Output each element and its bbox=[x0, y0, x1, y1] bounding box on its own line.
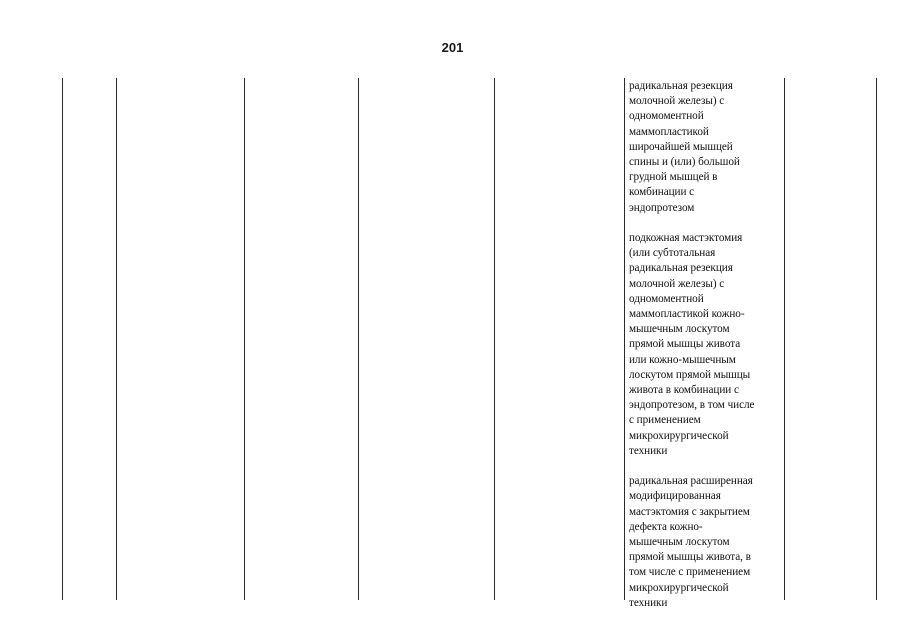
column-border bbox=[358, 78, 359, 600]
table-continuation bbox=[0, 78, 905, 609]
treatment-method-text: подкожная мастэктомия (или субтотальная радикальная резекция молочной железы) с одномоментной маммопластикой кожно- мышечным лоскутом прямой мышцы живота или кожно-мышечным лоскутом прямой мышцы живота в комбинации с эндопротезом, в том числе с применением микрохирургической техники bbox=[629, 232, 755, 457]
column-border bbox=[244, 78, 245, 600]
column-border bbox=[62, 78, 63, 600]
treatment-method-text: радикальная резекция молочной железы) с одномоментной маммопластикой широчайшей мышцей спины и (или) большой грудной мышцей в комбинации с эндопротезом bbox=[629, 80, 740, 214]
treatment-method-text: радикальная расширенная модифицированная мастэктомия с закрытием дефекта кожно- мышечным лоскутом прямой мышцы живота, в том числе с применением микрохирургической техники bbox=[629, 475, 753, 609]
column-border bbox=[624, 78, 625, 600]
page-number: 201 bbox=[441, 40, 464, 55]
column-border bbox=[876, 78, 877, 600]
treatment-method-cell bbox=[629, 79, 781, 611]
column-border bbox=[784, 78, 785, 600]
column-border bbox=[494, 78, 495, 600]
column-border bbox=[116, 78, 117, 600]
